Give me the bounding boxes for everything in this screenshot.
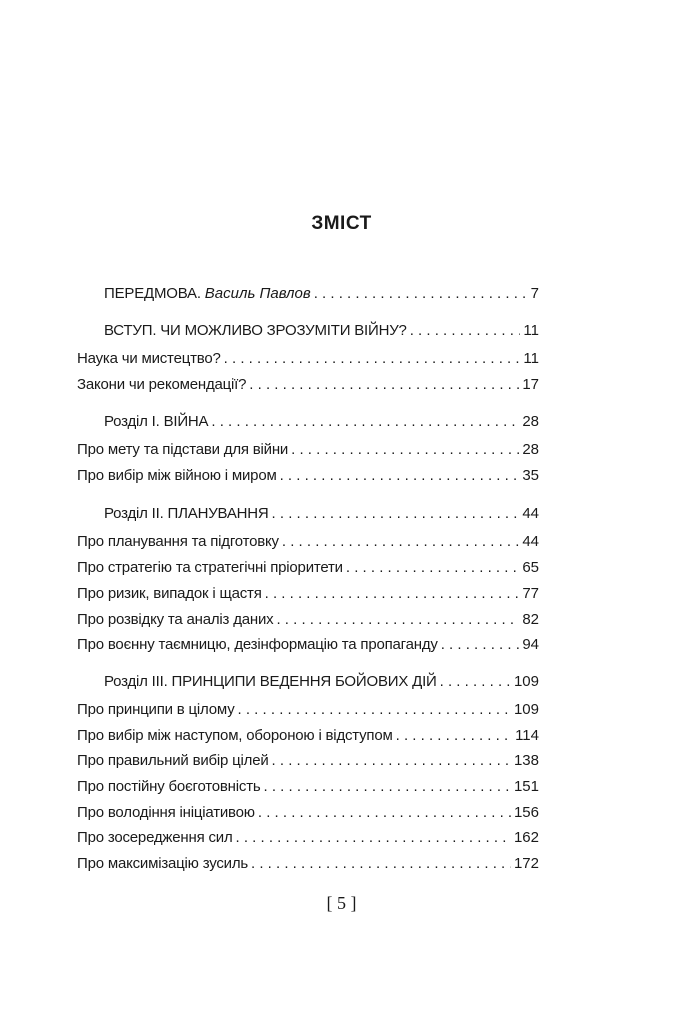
toc-entry-title: Про максимізацію зусиль (77, 855, 248, 872)
toc-leader-dots (440, 673, 511, 690)
toc-leader-dots (282, 533, 519, 550)
toc-entry-title: Про ризик, випадок і щастя (77, 585, 262, 602)
toc-entry-title: Про воєнну таємницю, дезінформацію та пропаганду (77, 636, 438, 653)
toc-entry-title-wrap (77, 585, 262, 602)
toc-entry-title-wrap (77, 505, 269, 522)
toc-entry-title-wrap (77, 559, 343, 576)
toc-leader-dots (396, 727, 512, 744)
toc-leader-dots (236, 829, 511, 846)
toc-entry-page: 28 (522, 413, 539, 430)
toc-section-row (77, 673, 539, 693)
toc-entry-title-wrap (77, 285, 311, 302)
toc-entry-page: 156 (513, 804, 539, 821)
toc-leader-dots (251, 855, 511, 872)
toc-entry-page: 11 (523, 350, 539, 367)
toc-entry-title-wrap (77, 855, 248, 872)
toc-item-row (77, 611, 539, 631)
toc-item-row (77, 441, 539, 461)
toc-entry-page: 114 (515, 727, 539, 744)
toc-entry-page: 7 (530, 285, 539, 302)
toc-item-row (77, 376, 539, 396)
toc-entry-title: Про стратегію та стратегічні пріоритети (77, 559, 343, 576)
toc-item-row (77, 855, 539, 875)
toc-entry-title-wrap (77, 752, 269, 769)
toc-leader-dots (441, 636, 520, 653)
toc-entry-title: Про вибір між війною і миром (77, 467, 277, 484)
toc-entry-page: 44 (522, 533, 539, 550)
toc-leader-dots (314, 285, 528, 302)
toc-entry-title-wrap (77, 829, 233, 846)
toc-entry-title-wrap (77, 322, 407, 339)
toc-entry-title: Про правильний вибір цілей (77, 752, 269, 769)
toc-leader-dots (410, 322, 521, 339)
toc-entry-title: Закони чи рекомендації? (77, 376, 247, 393)
toc-entry-title: Про принципи в цілому (77, 701, 235, 718)
toc-entry-page: 65 (522, 559, 539, 576)
toc-item-row (77, 467, 539, 487)
toc-entry-title: Розділ І. ВІЙНА (104, 413, 209, 430)
toc-entry-title: Розділ ІІ. ПЛАНУВАННЯ (104, 505, 269, 522)
toc-entry-page: 151 (513, 778, 539, 795)
page-title: ЗМІСТ (311, 213, 372, 234)
toc-item-row (77, 636, 539, 656)
toc-entry-title-wrap (77, 441, 288, 458)
toc-entry-page: 44 (522, 505, 539, 522)
toc-leader-dots (224, 350, 521, 367)
toc-entry-title-wrap (77, 701, 235, 718)
toc-item-row (77, 727, 539, 747)
toc-item-row (77, 350, 539, 370)
toc-item-row (77, 701, 539, 721)
toc-leader-dots (211, 413, 519, 430)
toc-leader-dots (264, 778, 511, 795)
toc-leader-dots (258, 804, 511, 821)
toc-item-row (77, 752, 539, 772)
toc-entry-title: ВСТУП. ЧИ МОЖЛИВО ЗРОЗУМІТИ ВІЙНУ? (104, 322, 407, 339)
toc-entry-title: Розділ ІІІ. ПРИНЦИПИ ВЕДЕННЯ БОЙОВИХ ДІЙ (104, 673, 437, 690)
toc-section-row (77, 322, 539, 342)
toc-item-row (77, 559, 539, 579)
toc-entry-title-wrap (77, 673, 437, 690)
toc-entry-page: 82 (522, 611, 539, 628)
toc-leader-dots (272, 752, 511, 769)
toc-entry-page: 11 (523, 322, 539, 339)
toc-entry-title-wrap (77, 350, 221, 367)
toc-entry-page: 138 (513, 752, 539, 769)
toc-entry-title-wrap (77, 413, 208, 430)
toc-entry-title: Про мету та підстави для війни (77, 441, 289, 458)
toc-entry-title: Про розвідку та аналіз даних (77, 611, 274, 628)
toc-leader-dots (272, 505, 520, 522)
toc-entry-page: 35 (522, 467, 539, 484)
toc-entry-title: Про зосередження сил (77, 829, 233, 846)
toc-item-row (77, 778, 539, 798)
toc-leader-dots (276, 611, 519, 628)
toc-section-row (77, 505, 539, 525)
toc-entry-title-wrap (77, 778, 261, 795)
toc-entry-page: 109 (513, 701, 539, 718)
toc-entry-title: Про планування та підготовку (77, 533, 279, 550)
toc-leader-dots (265, 585, 520, 602)
toc-entry-title: Про вибір між наступом, обороною і відступом (77, 727, 393, 744)
toc-entry-title-wrap (77, 804, 255, 821)
toc-entry-page: 77 (522, 585, 539, 602)
toc-entry-title-wrap (77, 636, 438, 653)
toc-leader-dots (280, 467, 520, 484)
toc-leader-dots (291, 441, 519, 458)
toc-entry-title-wrap (77, 376, 246, 393)
toc-item-row (77, 533, 539, 553)
toc-section-row (77, 413, 539, 433)
toc-entry-page: 17 (522, 376, 539, 393)
page-number-folio: [ 5 ] (326, 893, 357, 913)
toc-entry-title-wrap (77, 533, 279, 550)
toc-leader-dots (238, 701, 511, 718)
toc-item-row (77, 804, 539, 824)
toc-entry-title: ПЕРЕДМОВА. (104, 285, 201, 302)
toc-entry-title: Про володіння ініціативою (77, 804, 255, 821)
toc-leader-dots (346, 559, 519, 576)
toc-entry-page: 162 (513, 829, 539, 846)
toc-entry-page: 109 (513, 673, 539, 690)
toc-entry-page: 172 (513, 855, 539, 872)
toc-entry-title-wrap (77, 467, 277, 484)
toc-entry-title-wrap (77, 727, 393, 744)
toc-section-row (77, 285, 539, 305)
toc-entry-page: 94 (522, 636, 539, 653)
toc-entry-title-wrap (77, 611, 273, 628)
toc-entry-author: Василь Павлов (204, 285, 311, 302)
toc-item-row (77, 829, 539, 849)
toc-entry-title: Наука чи мистецтво? (77, 350, 221, 367)
toc-leader-dots (249, 376, 519, 393)
toc-entry-page: 28 (522, 441, 539, 458)
toc-entry-title: Про постійну боєготовність (77, 778, 261, 795)
toc-item-row (77, 585, 539, 605)
